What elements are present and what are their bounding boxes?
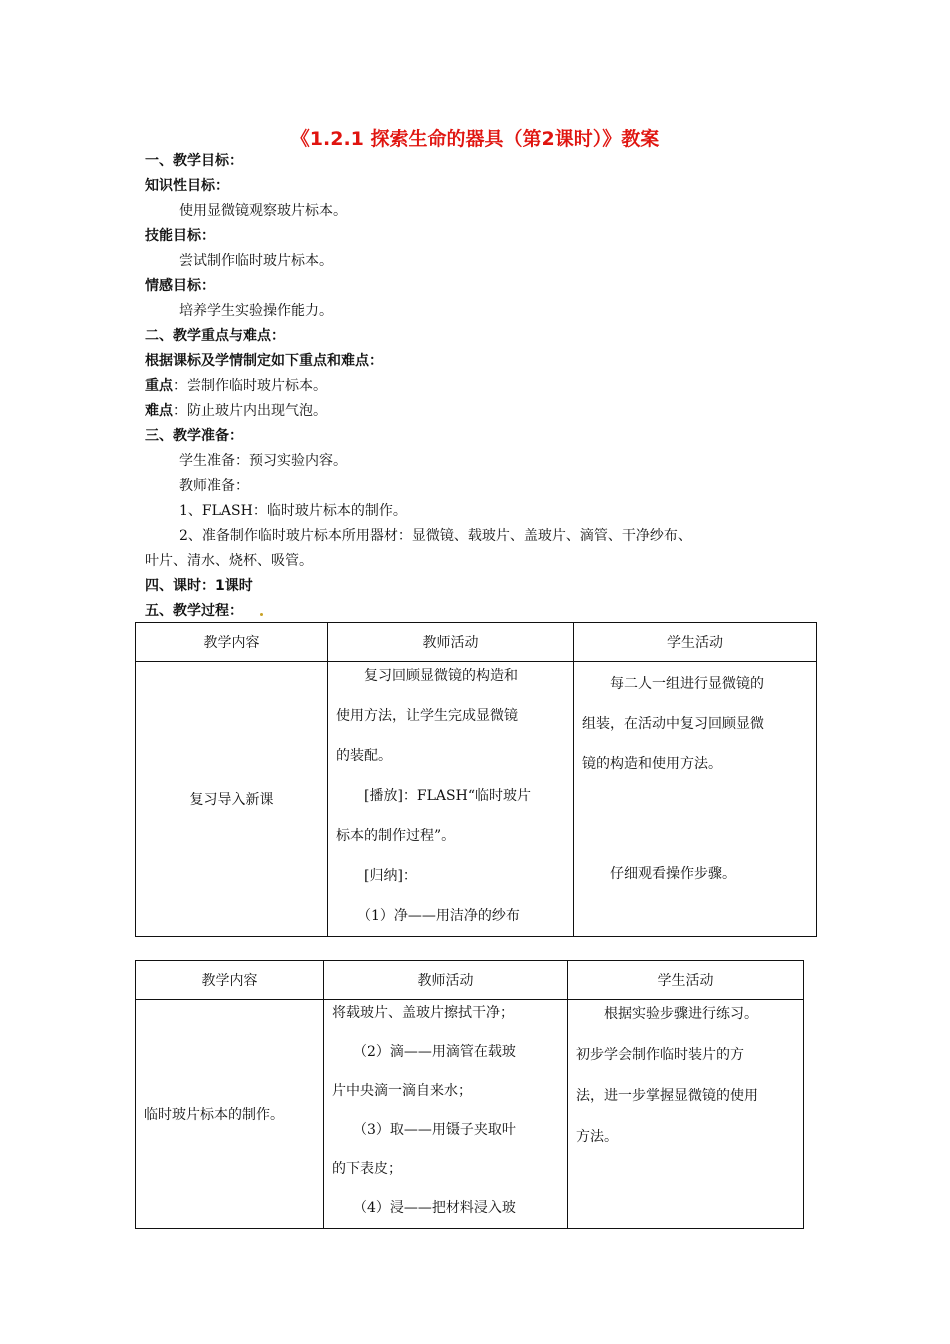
teacher-line: [播放]：FLASH“临时玻片: [336, 788, 532, 804]
prep-item-1: 1、FLASH：临时玻片标本的制作。: [179, 503, 407, 519]
key-text: ：尝制作临时玻片标本。: [173, 378, 327, 394]
focus-basis: 根据课标及学情制定如下重点和难点：: [145, 353, 383, 369]
table-row: [136, 662, 817, 937]
knowledge-label: 知识性目标：: [145, 178, 229, 194]
student-cell: [568, 1000, 804, 1229]
decorative-dot: [260, 613, 263, 616]
teacher-line: 复习回顾显微镜的构造和: [336, 668, 518, 684]
student-line: [582, 824, 808, 854]
process-heading: 五、教学过程：: [145, 603, 243, 619]
student-line: 方法。: [576, 1129, 618, 1145]
key-label: 重点: [145, 378, 173, 394]
teacher-line: 使用方法，让学生完成显微镜: [336, 708, 518, 724]
teacher-line: 将载玻片、盖玻片擦拭干净；: [332, 1005, 514, 1021]
teacher-line: （3）取——用镊子夹取叶: [332, 1122, 516, 1138]
student-line: 每二人一组进行显微镜的: [582, 676, 764, 692]
teacher-line: 片中央滴一滴自来水；: [332, 1083, 472, 1099]
student-line: 初步学会制作临时装片的方: [576, 1047, 744, 1063]
student-prep: 学生准备：预习实验内容。: [179, 453, 347, 469]
student-line: 镜的构造和使用方法。: [582, 756, 722, 772]
student-line: [582, 784, 808, 824]
knowledge-text: 使用显微镜观察玻片标本。: [179, 203, 347, 219]
header-teacher: 教师活动: [324, 961, 568, 1000]
student-line: 组装，在活动中复习回顾显微: [582, 716, 764, 732]
page-title: 《1.2.1 探索生命的器具（第2课时）》教案: [290, 128, 660, 150]
key-point: [145, 377, 327, 395]
prep-item-2-line1: 2、准备制作临时玻片标本所用器材：显微镜、载玻片、盖玻片、滴管、干净纱布、: [179, 528, 692, 544]
student-line: 仔细观看操作步骤。: [582, 866, 736, 882]
difficulty-point: [145, 402, 327, 420]
teacher-line: （4）浸——把材料浸入玻: [332, 1200, 516, 1216]
table-row: [136, 1000, 804, 1229]
teacher-line: 的下表皮；: [332, 1161, 402, 1177]
focus-heading: 二、教学重点与难点：: [145, 328, 285, 344]
header-teacher: 教师活动: [328, 623, 574, 662]
student-line: 法，进一步掌握显微镜的使用: [576, 1088, 758, 1104]
prep-item-2-line2: 叶片、清水、烧杯、吸管。: [145, 553, 313, 569]
objectives-heading: 一、教学目标：: [145, 153, 243, 169]
teacher-cell: [324, 1000, 568, 1229]
header-student: 学生活动: [574, 623, 817, 662]
hours-heading: 四、课时：1课时: [145, 578, 253, 594]
header-student: 学生活动: [568, 961, 804, 1000]
student-line: 根据实验步骤进行练习。: [576, 1006, 758, 1022]
teacher-cell: [328, 662, 574, 937]
student-cell: [574, 662, 817, 937]
teacher-prep: 教师准备：: [179, 478, 249, 494]
teacher-line: 标本的制作过程”。: [336, 828, 456, 844]
emotion-text: 培养学生实验操作能力。: [179, 303, 333, 319]
teacher-line: [归纳]：: [336, 868, 417, 884]
difficulty-label: 难点: [145, 403, 173, 419]
lesson-table-2: [135, 960, 804, 1229]
lesson-table-1: [135, 622, 817, 937]
emotion-label: 情感目标：: [145, 278, 215, 294]
content-cell: 临时玻片标本的制作。: [136, 1000, 324, 1229]
skill-text: 尝试制作临时玻片标本。: [179, 253, 333, 269]
content-cell: 复习导入新课: [136, 662, 328, 937]
header-content: 教学内容: [136, 623, 328, 662]
prep-heading: 三、教学准备：: [145, 428, 243, 444]
teacher-line: （2）滴——用滴管在载玻: [332, 1044, 516, 1060]
header-content: 教学内容: [136, 961, 324, 1000]
teacher-line: （1）净——用洁净的纱布: [336, 908, 520, 924]
teacher-line: 的装配。: [336, 748, 392, 764]
difficulty-text: ：防止玻片内出现气泡。: [173, 403, 327, 419]
skill-label: 技能目标：: [145, 228, 215, 244]
